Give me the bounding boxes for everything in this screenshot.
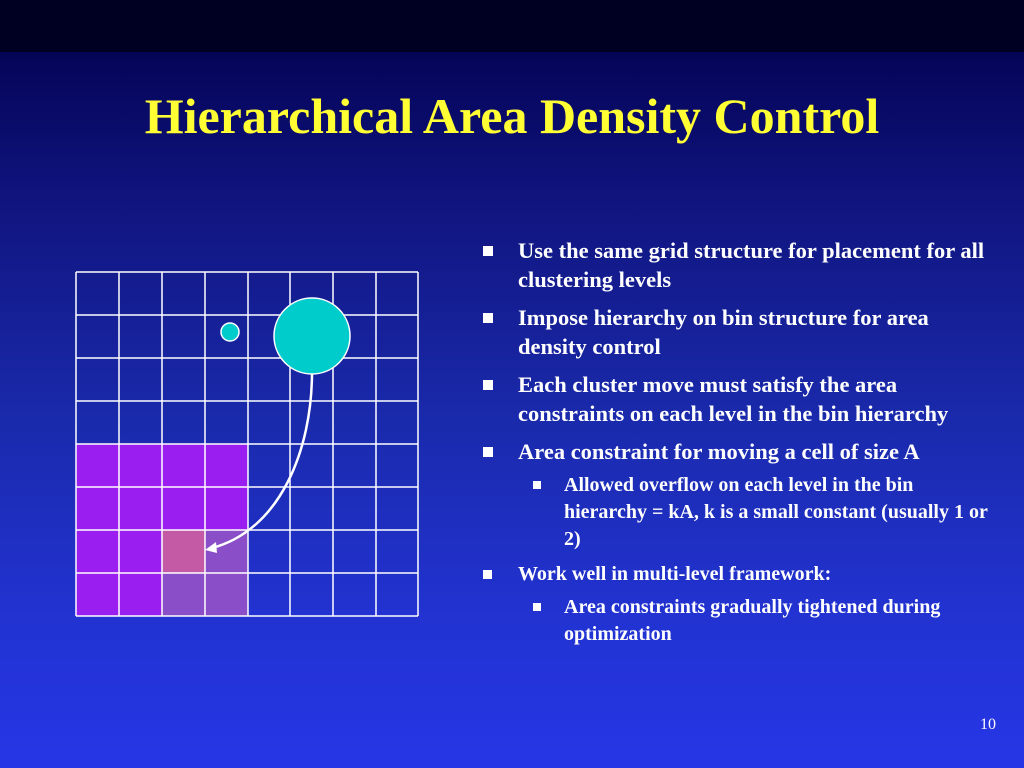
bullet-text: Area constraint for moving a cell of size A <box>518 439 920 464</box>
bullet-item <box>480 236 990 294</box>
sub-bullet-item <box>480 594 990 648</box>
bullet-item <box>480 561 990 588</box>
bullet-text: Use the same grid structure for placement for all clustering levels <box>518 238 985 292</box>
square-bullet-icon <box>533 603 541 611</box>
large-cluster-icon <box>274 298 350 374</box>
small-cell-icon <box>221 323 239 341</box>
page-number: 10 <box>980 716 996 733</box>
sub-bullet-item <box>480 472 990 553</box>
bullet-list <box>480 236 990 656</box>
square-bullet-icon <box>483 570 492 579</box>
bullet-text: Area constraints gradually tightened during optimization <box>564 596 941 645</box>
bullet-text: Each cluster move must satisfy the area constraints on each level in the bin hierarchy <box>518 372 949 426</box>
square-bullet-icon <box>483 313 493 323</box>
bullet-text: Impose hierarchy on bin structure for area density control <box>518 305 929 359</box>
bullet-item <box>480 437 990 466</box>
bullet-text: Allowed overflow on each level in the bin hierarchy = kA, k is a small constant (usually 1 or 2) <box>564 474 988 550</box>
lower-bin-1 <box>162 573 205 616</box>
square-bullet-icon <box>483 246 493 256</box>
square-bullet-icon <box>483 380 493 390</box>
bullet-text: Work well in multi-level framework: <box>518 563 832 585</box>
bullet-item <box>480 370 990 428</box>
slide-title: Hierarchical Area Density Control <box>144 88 880 144</box>
square-bullet-icon <box>483 447 493 457</box>
square-bullet-icon <box>533 481 541 489</box>
target-bin <box>162 530 205 573</box>
bullet-item <box>480 303 990 361</box>
